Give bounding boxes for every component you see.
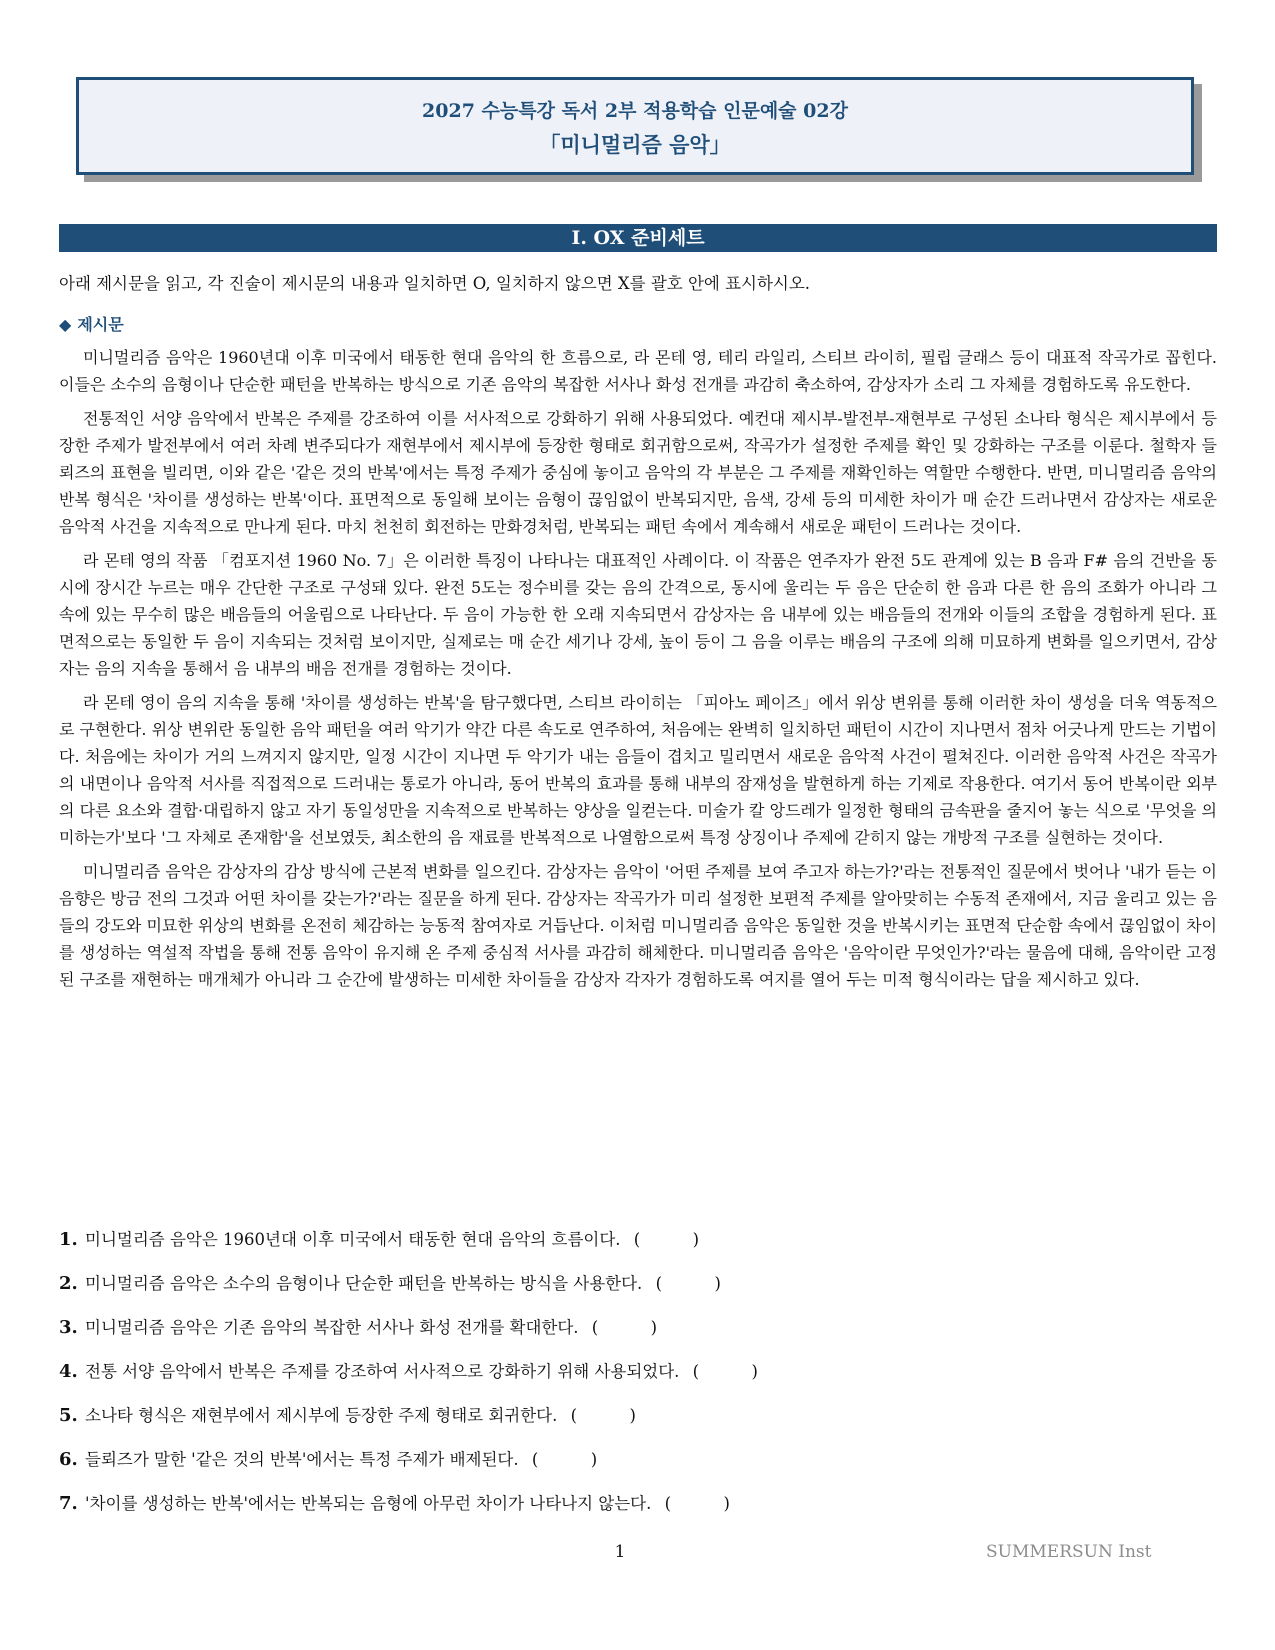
page-number: 1 bbox=[614, 1542, 626, 1562]
passage bbox=[59, 344, 1217, 1000]
document-title: 2027 수능특강 독서 2부 적용학습 인문예술 02강 bbox=[422, 100, 848, 122]
passage-label bbox=[59, 312, 124, 335]
question-item bbox=[59, 1228, 1217, 1272]
question-item bbox=[59, 1360, 1217, 1404]
question-item bbox=[59, 1272, 1217, 1316]
answer-blank[interactable]: ( ) bbox=[633, 1230, 700, 1249]
section-heading: I. OX 준비세트 bbox=[59, 224, 1217, 252]
question-text: '차이를 생성하는 반복'에서는 반복되는 음형에 아무런 차이가 나타나지 않는다. bbox=[85, 1494, 652, 1513]
question-text: 미니멀리즘 음악은 소수의 음형이나 단순한 패턴을 반복하는 방식을 사용한다. bbox=[85, 1274, 643, 1293]
question-number: 2. bbox=[59, 1273, 78, 1294]
answer-blank[interactable]: ( ) bbox=[570, 1406, 636, 1425]
document-subtitle: 「미니멀리즘 음악」 bbox=[539, 133, 731, 157]
passage-paragraph: 라 몬테 영이 음의 지속을 통해 '차이를 생성하는 반복'을 탐구했다면, 스티브 라이히는 「피아노 페이즈」에서 위상 변위를 통해 이러한 차이 생성을 더욱 역동적으로 구현한다. 위상 변위란 동일한 음악 패턴을 여러 악기가 약간 다른 속도로 연주하여, 처음에는 완벽히 일치하던 패턴이 시간이 지나면서 점차 어긋나게 만드는 기법이다. 처음에는 차이가 거의 느껴지지 않지만, 일정 시간이 지나면 두 악기가 내는 음들이 겹치고 밀리면서 새로운 음악적 사건이 펼쳐진다. 이러한 음악적 사건은 작곡가의 내면이나 음악적 서사를 직접적으로 드러내는 통로가 아니라, 동어 반복의 효과를 통해 내부의 잠재성을 발현하게 하는 기제로 작용한다. 여기서 동어 반복이란 외부의 다른 요소와 결합·대립하지 않고 자기 동일성만을 지속적으로 반복하는 양상을 일컫는다. 미술가 칼 앙드레가 일정한 형태의 금속판을 줄지어 놓는 식으로 '무엇을 의미하는가'보다 '그 자체로 존재함'을 선보였듯, 최소한의 음 재료를 반복적으로 나열함으로써 특정 상징이나 주제에 갇히지 않는 개방적 구조를 실현하는 것이다. bbox=[59, 693, 1217, 847]
question-text: 미니멀리즘 음악은 1960년대 이후 미국에서 태동한 현대 음악의 흐름이다. bbox=[85, 1230, 621, 1249]
question-text: 미니멀리즘 음악은 기존 음악의 복잡한 서사나 화성 전개를 확대한다. bbox=[85, 1318, 579, 1337]
passage-label-text: 제시문 bbox=[77, 315, 124, 334]
question-item bbox=[59, 1316, 1217, 1360]
passage-paragraph: 미니멀리즘 음악은 1960년대 이후 미국에서 태동한 현대 음악의 한 흐름으로, 라 몬테 영, 테리 라일리, 스티브 라이히, 필립 글래스 등이 대표적 작곡가로 꼽힌다. 이들은 소수의 음형이나 단순한 패턴을 반복하는 방식으로 기존 음악의 복잡한 서사나 화성 전개를 과감히 축소하여, 감상자가 소리 그 자체를 경험하도록 유도한다. bbox=[59, 348, 1217, 394]
answer-blank[interactable]: ( ) bbox=[692, 1362, 758, 1381]
question-text: 소나타 형식은 재현부에서 제시부에 등장한 주제 형태로 회귀한다. bbox=[85, 1406, 558, 1425]
passage-paragraph: 미니멀리즘 음악은 감상자의 감상 방식에 근본적 변화를 일으킨다. 감상자는 음악이 '어떤 주제를 보여 주고자 하는가?'라는 전통적인 질문에서 벗어나 '내가 듣는 이 음향은 방금 전의 그것과 어떤 차이를 갖는가?'라는 질문을 하게 된다. 감상자는 작곡가가 미리 설정한 보편적 주제를 알아맞히는 수동적 존재에서, 지금 울리고 있는 음들의 강도와 미묘한 위상의 변화를 온전히 체감하는 능동적 참여자로 거듭난다. 이처럼 미니멀리즘 음악은 동일한 것을 반복시키는 표면적 단순함 속에서 끊임없이 차이를 생성하는 역설적 작법을 통해 전통 음악이 유지해 온 주제 중심적 서사를 과감히 해체한다. 미니멀리즘 음악은 '음악이란 무엇인가?'라는 물음에 대해, 음악이란 고정된 구조를 재현하는 매개체가 아니라 그 순간에 발생하는 미세한 차이들을 감상자 각자가 경험하도록 여지를 열어 두는 미적 형식이라는 답을 제시하고 있다. bbox=[59, 862, 1217, 989]
title-box bbox=[76, 77, 1194, 175]
question-text: 들뢰즈가 말한 '같은 것의 반복'에서는 특정 주제가 배제된다. bbox=[85, 1450, 519, 1469]
answer-blank[interactable]: ( ) bbox=[531, 1450, 598, 1469]
question-number: 5. bbox=[59, 1405, 78, 1426]
answer-blank[interactable]: ( ) bbox=[591, 1318, 658, 1337]
passage-paragraph: 라 몬테 영의 작품 「컴포지션 1960 No. 7」은 이러한 특징이 나타나는 대표적인 사례이다. 이 작품은 연주자가 완전 5도 관계에 있는 B 음과 F# 음의 건반을 동시에 장시간 누르는 매우 간단한 구조로 구성돼 있다. 완전 5도는 정수비를 갖는 음의 간격으로, 동시에 울리는 두 음은 단순히 한 음과 다른 한 음의 조화가 아니라 그 속에 있는 무수히 많은 배음들의 어울림으로 나타난다. 두 음이 가능한 한 오래 지속되면서 감상자는 음 내부에 있는 배음들의 전개와 이들의 조합을 경험하게 된다. 표면적으로는 동일한 두 음이 지속되는 것처럼 보이지만, 실제로는 매 순간 세기나 강세, 높이 등이 그 음을 이루는 배음의 구조에 의해 미묘하게 변화를 일으키면서, 감상자는 음의 지속을 통해서 음 내부의 배음 전개를 경험하는 것이다. bbox=[59, 551, 1217, 678]
question-number: 3. bbox=[59, 1317, 78, 1338]
answer-blank[interactable]: ( ) bbox=[655, 1274, 721, 1293]
question-number: 4. bbox=[59, 1361, 78, 1382]
question-number: 6. bbox=[59, 1449, 78, 1470]
question-number: 7. bbox=[59, 1493, 78, 1514]
question-list bbox=[59, 1228, 1217, 1536]
question-item bbox=[59, 1404, 1217, 1448]
question-item bbox=[59, 1448, 1217, 1492]
question-text: 전통 서양 음악에서 반복은 주제를 강조하여 서사적으로 강화하기 위해 사용되었다. bbox=[85, 1362, 680, 1381]
instruction-text: 아래 제시문을 읽고, 각 진술이 제시문의 내용과 일치하면 O, 일치하지 않으면 X를 괄호 안에 표시하시오. bbox=[59, 274, 811, 293]
answer-blank[interactable]: ( ) bbox=[664, 1494, 730, 1513]
question-number: 1. bbox=[59, 1229, 78, 1250]
brand-footer: SUMMERSUN Inst bbox=[986, 1542, 1152, 1562]
passage-paragraph: 전통적인 서양 음악에서 반복은 주제를 강조하여 이를 서사적으로 강화하기 위해 사용되었다. 예컨대 제시부-발전부-재현부로 구성된 소나타 형식은 제시부에서 등장한 주제가 발전부에서 여러 차례 변주되다가 재현부에서 제시부에 등장한 형태로 회귀함으로써, 작곡가가 설정한 주제를 확인 및 강화하는 구조를 이룬다. 철학자 들뢰즈의 표현을 빌리면, 이와 같은 '같은 것의 반복'에서는 특정 주제가 중심에 놓이고 음악의 각 부분은 그 주제를 재확인하는 역할만 수행한다. 반면, 미니멀리즘 음악의 반복 형식은 '차이를 생성하는 반복'이다. 표면적으로 동일해 보이는 음형이 끊임없이 반복되지만, 음색, 강세 등의 미세한 차이가 매 순간 드러나면서 감상자는 새로운 음악적 사건을 지속적으로 만나게 된다. 마치 천천히 회전하는 만화경처럼, 반복되는 패턴 속에서 계속해서 새로운 패턴이 드러나는 것이다. bbox=[59, 409, 1217, 536]
diamond-icon: ◆ bbox=[59, 315, 72, 334]
question-item bbox=[59, 1492, 1217, 1536]
